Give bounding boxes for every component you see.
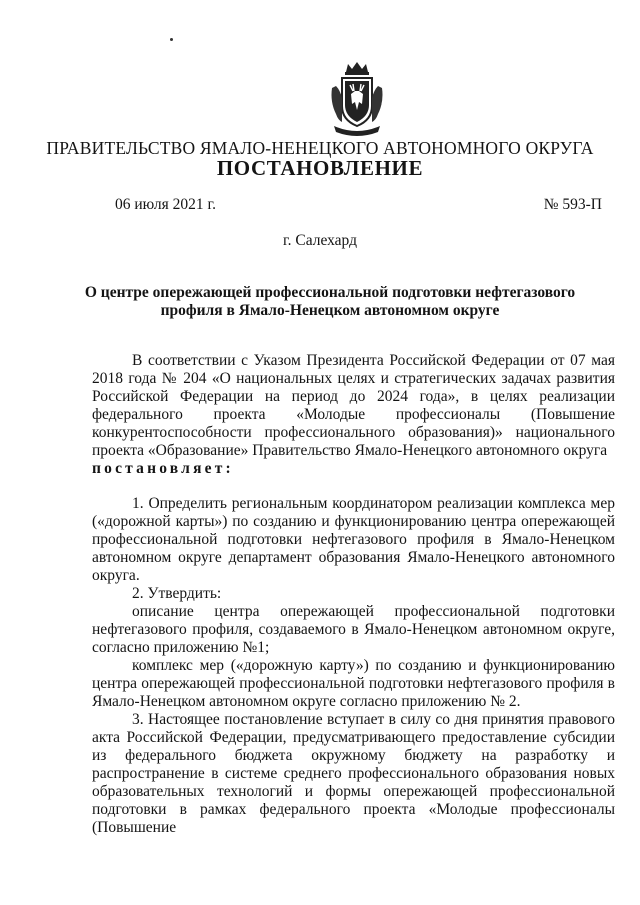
document-type: ПОСТАНОВЛЕНИЕ (216, 156, 424, 180)
document-city: г. Салехард (283, 232, 357, 249)
document-body (92, 352, 615, 837)
scan-speck (170, 38, 173, 41)
item-2b-paragraph: комплекс мер («дорожную карту») по созданию и функционированию центра опережающей профессиональной подготовки нефтегазового профиля в Ямало-Ненецком автономном округе согласно приложению № 2. (92, 657, 615, 710)
item-3-paragraph: 3. Настоящее постановление вступает в силу со дня принятия правового акта Российской Федерации, предусматривающего предоставление субсидии из федерального бюджета окружному бюджету на разработку и распространение в системе среднего профессионального образования новых образовательных технологий и формы опережающей профессиональной подготовки в рамках федерального проекта «Молодые профессионалы (Повышение (92, 711, 615, 836)
organization-name: ПРАВИТЕЛЬСТВО ЯМАЛО-НЕНЕЦКОГО АВТОНОМНОГО ОКРУГА (46, 138, 594, 158)
item-1-paragraph: 1. Определить региональным координатором реализации комплекса мер («дорожной карты») по созданию и функционированию центра опережающей профессиональной подготовки нефтегазового профиля в Ямало-Ненецком автономном округе департамент образования Ямало-Ненецкого автономного округа. (92, 495, 615, 584)
document-title: О центре опережающей профессиональной подготовки нефтегазового профиля в Ямало-Ненецком автономном округе (84, 284, 576, 319)
item-2-paragraph: 2. Утвердить: (132, 585, 222, 602)
yamal-coat-of-arms-icon (328, 58, 386, 138)
preamble-paragraph: В соответствии с Указом Президента Российской Федерации от 07 мая 2018 года № 204 «О национальных целях и стратегических задачах развития Российской Федерации на период до 2024 года», в целях реализации федерального проекта «Молодые профессионалы (Повышение конкурентоспособности профессионального образования)» национального проекта «Образование» Правительство Ямало-Ненецкого автономного округа (92, 352, 615, 459)
decree-word-paragraph (92, 460, 615, 478)
document-date: 06 июля 2021 г. (115, 196, 216, 213)
item-2a-paragraph: описание центра опережающей профессиональной подготовки нефтегазового профиля, создаваемого в Ямало-Ненецком автономном округе, согласно приложению №1; (92, 603, 615, 656)
document-number: № 593-П (543, 196, 602, 213)
decree-word: постановляет: (92, 460, 234, 477)
